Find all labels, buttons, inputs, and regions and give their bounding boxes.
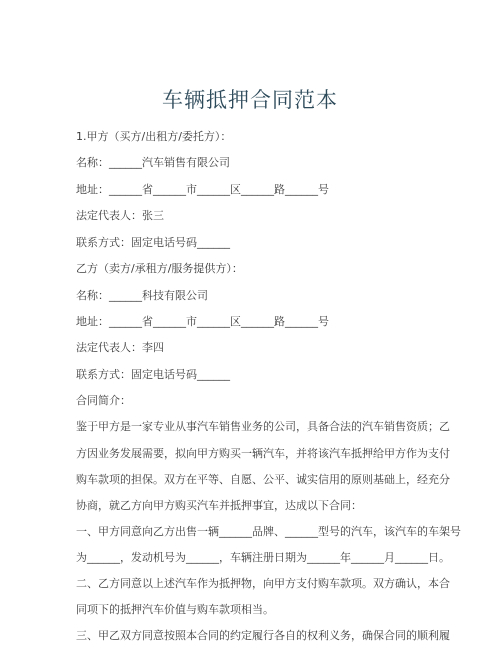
intro-paragraph-line: 协商，就乙方向甲方购买汽车并抵押事宜，达成以下合同： (76, 499, 362, 512)
intro-paragraph-line: 购车款项的担保。双方在平等、自愿、公平、诚实信用的原则基础上，经充分 (76, 473, 450, 486)
party-b-heading: 乙方（卖方/承租方/服务提供方）： (76, 262, 243, 275)
clause-two-line: 同项下的抵押汽车价值与购车款项相当。 (76, 603, 274, 616)
contract-intro-heading: 合同简介： (76, 394, 131, 407)
party-b-name: 名称：______科技有限公司 (76, 289, 208, 302)
party-a-name: 名称：______汽车销售有限公司 (76, 156, 230, 169)
intro-paragraph-line: 鉴于甲方是一家专业从事汽车销售业务的公司，具备合法的汽车销售资质；乙 (76, 420, 450, 433)
party-b-representative: 法定代表人：李四 (76, 341, 164, 354)
intro-paragraph-line: 方因业务发展需要，拟向甲方购买一辆汽车，并将该汽车抵押给甲方作为支付 (76, 447, 450, 460)
party-b-address: 地址：______省______市______区______路______号 (76, 315, 329, 328)
party-a-contact: 联系方式：固定电话号码______ (76, 236, 230, 249)
clause-two-line: 二、乙方同意以上述汽车作为抵押物，向甲方支付购车款项。双方确认，本合 (76, 577, 450, 590)
clause-three-line: 三、甲乙双方同意按照本合同的约定履行各自的权利义务，确保合同的顺利履 (76, 629, 450, 642)
clause-one-line: 为______，发动机号为______，车辆注册日期为______年______月______日。 (76, 551, 450, 564)
party-a-address: 地址：______省______市______区______路______号 (76, 183, 329, 196)
party-a-heading: 1.甲方（买方/出租方/委托方）： (76, 130, 232, 143)
party-a-representative: 法定代表人：张三 (76, 209, 164, 222)
party-b-contact: 联系方式：固定电话号码______ (76, 368, 230, 381)
clause-one-line: 一、甲方同意向乙方出售一辆______品牌、______型号的汽车，该汽车的车架号 (76, 525, 461, 538)
document-title: 车辆抵押合同范本 (162, 88, 338, 112)
